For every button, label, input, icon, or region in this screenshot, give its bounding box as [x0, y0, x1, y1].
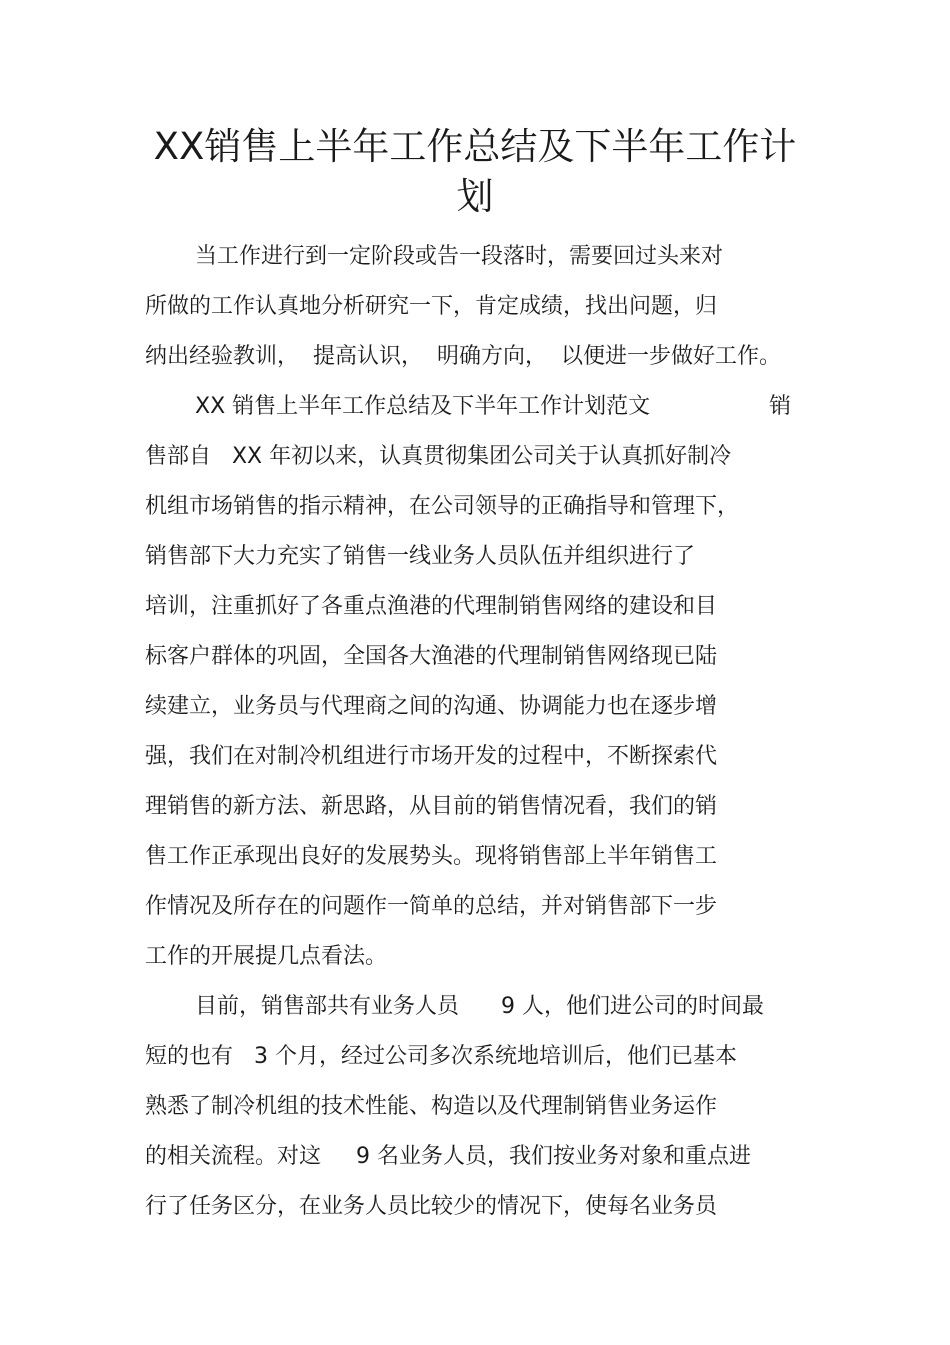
paragraph-line: 作情况及所存在的问题作一简单的总结，并对销售部下一步	[145, 894, 718, 919]
paragraph-line: XX 销售上半年工作总结及下半年工作计划范文 销	[195, 394, 792, 419]
paragraph-line: 熟悉了制冷机组的技术性能、构造以及代理制销售业务运作	[145, 1094, 718, 1119]
paragraph-line: 短的也有 3 个月，经过公司多次系统地培训后，他们已基本	[145, 1044, 737, 1069]
paragraph-line: 工作的开展提几点看法。	[145, 944, 388, 969]
paragraph-line: 售部自 XX 年初以来，认真贯彻集团公司关于认真抓好制冷	[145, 444, 732, 469]
paragraph-line: 目前，销售部共有业务人员 9 人，他们进公司的时间最	[195, 994, 764, 1019]
paragraph-line: 行了任务区分，在业务人员比较少的情况下，使每名业务员	[145, 1194, 718, 1219]
paragraph-line: 续建立，业务员与代理商之间的沟通、协调能力也在逐步增	[145, 694, 718, 719]
document-title-line-1: XX销售上半年工作总结及下半年工作计	[153, 125, 797, 168]
paragraph-line: 培训，注重抓好了各重点渔港的代理制销售网络的建设和目	[145, 594, 718, 619]
paragraph-line: 机组市场销售的指示精神，在公司领导的正确指导和管理下，	[145, 494, 740, 519]
paragraph-line: 所做的工作认真地分析研究一下，肯定成绩，找出问题，归	[145, 294, 718, 319]
paragraph-line: 售工作正承现出良好的发展势头。现将销售部上半年销售工	[145, 844, 718, 869]
paragraph-line: 当工作进行到一定阶段或告一段落时，需要回过头来对	[195, 244, 724, 269]
paragraph-line: 销售部下大力充实了销售一线业务人员队伍并组织进行了	[145, 544, 696, 569]
document-title-line-2: 划	[456, 175, 494, 218]
paragraph-line: 理销售的新方法、新思路，从目前的销售情况看，我们的销	[145, 794, 718, 819]
paragraph-line: 的相关流程。对这 9 名业务人员，我们按业务对象和重点进	[145, 1144, 751, 1169]
paragraph-line: 纳出经验教训， 提高认识， 明确方向， 以便进一步做好工作。	[145, 344, 781, 369]
paragraph-line: 强，我们在对制冷机组进行市场开发的过程中，不断探索代	[145, 744, 718, 769]
paragraph-line: 标客户群体的巩固，全国各大渔港的代理制销售网络现已陆	[145, 644, 718, 669]
